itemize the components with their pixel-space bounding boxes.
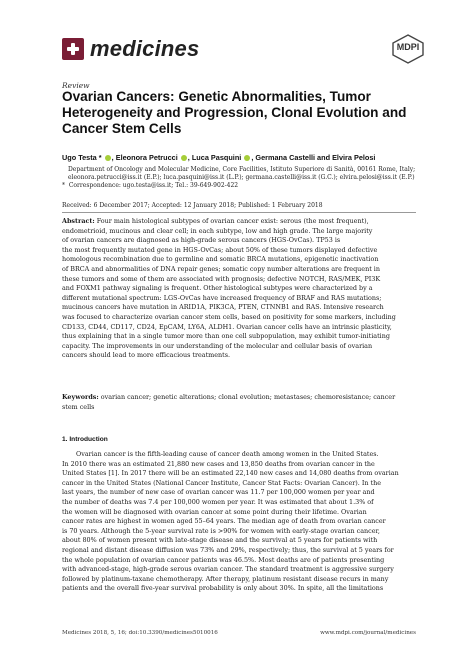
mdpi-logo-icon[interactable]: [391, 34, 425, 64]
body-line: the number of deaths was 7.4 per 100,000 women per year. It was estimated that about 1.3% of: [62, 497, 374, 506]
abstract-line: capacity. The improvements in our understanding of the molecular and cellular basis of ovarian: [62, 341, 373, 350]
abstract: [62, 217, 416, 361]
author-emails[interactable]: eleonora.petrucci@iss.it (E.P.); luca.pasquini@iss.it (L.P.); germana.castelli@iss.it (G.C.); elvira.pelosi@iss.it (E.P.): [68, 174, 415, 182]
publication-dates: Received: 6 December 2017; Accepted: 12 January 2018; Published: 1 February 2018: [62, 202, 323, 209]
keywords-line: Keywords: ovarian cancer; genetic alterations; clonal evolution; metastases; chemoresistance; cancer: [62, 393, 396, 401]
correspondence-line[interactable]: [62, 182, 442, 190]
abstract-line: homologous recombination due to germline and somatic BRCA mutations, epigenetic inactivation: [62, 255, 379, 264]
body-line: followed by platinum-taxane chemotherapy. After therapy, platinum resistant disease recurs in many: [62, 574, 389, 583]
body-line: In 2010 there was an estimated 21,880 new cases and 13,850 deaths from ovarian cancer in the: [62, 459, 375, 468]
author-name[interactable]: Eleonora Petrucci: [115, 153, 178, 162]
affiliation-line: Department of Oncology and Molecular Medicine, Core Facilities, Istituto Superiore di Sanità, 00161 Rome, Italy;: [68, 166, 416, 173]
title-line: Ovarian Cancers: Genetic Abnormalities, Tumor: [62, 89, 371, 104]
body-line: cancer in the United States (National Cancer Institute, Cancer Stat Facts: Ovarian Cancer). In the: [62, 478, 382, 487]
keywords-line: stem cells: [62, 402, 95, 411]
author-name[interactable]: Elvira Pelosi: [332, 153, 376, 162]
body-line: with advanced-stage, high-grade serous ovarian cancer. The standard treatment is aggressive surgery: [62, 565, 394, 574]
author-name[interactable]: Germana Castelli: [255, 153, 316, 162]
body-line: the whole population of ovarian cancer patients was 46.5%. Most deaths are of patients presenting: [62, 555, 385, 564]
journal-header: [62, 28, 422, 72]
abstract-line: was focused to characterize ovarian cancer stem cells, based on positivity for some markers, including: [62, 312, 396, 321]
orcid-icon[interactable]: [181, 155, 187, 161]
body-line: last years, the number of new case of ovarian cancer was 11.7 per 100,000 women per year and: [62, 488, 375, 497]
abstract-label: Abstract:: [62, 217, 95, 225]
title-line: Cancer Stem Cells: [62, 121, 182, 136]
journal-name[interactable]: medicines: [90, 36, 200, 61]
body-line: United States [1]. In 2017 there will be an estimated 22,140 new cases and 14,080 deaths from ovarian: [62, 469, 399, 478]
introduction-text: [62, 450, 416, 594]
journal-logo-icon: [62, 38, 84, 60]
body-line: patients and the overall five-year survival probability is only about 30%. In spite, all the limitations: [62, 584, 384, 593]
body-line: is 70 years. Although the 5-year survival rate is >90% for women with early-stage ovarian cancer,: [62, 526, 380, 535]
citation-info[interactable]: Medicines 2018, 5, 16; doi:10.3390/medicines5010016: [62, 630, 218, 636]
abstract-line: thus explaining that in a single tumor more than one cell subpopulation, may exhibit tumor-initiating: [62, 332, 390, 341]
correspondence-marker: *: [62, 182, 65, 190]
affiliation-block: [62, 166, 442, 191]
section-heading: 1. Introduction: [62, 436, 108, 443]
abstract-line: and FOXM1 pathway signaling is frequent. Other histological subtypes were characterized by a: [62, 284, 373, 293]
abstract-line: cancers should lead to more efficacious treatments.: [62, 351, 231, 360]
author-name[interactable]: Ugo Testa *: [62, 153, 102, 162]
abstract-line: mucinous cancers have mutation in ARID1A, PIK3CA, PTEN, CTNNB1 and RAS. Intensive research: [62, 303, 384, 312]
divider: [62, 212, 416, 213]
author-name[interactable]: Luca Pasquini: [191, 153, 242, 162]
article-type: Review: [62, 81, 90, 90]
body-line: cancer rates are highest in women aged 55–64 years. The median age of death from ovarian cancer: [62, 517, 386, 526]
journal-url-link[interactable]: www.mdpi.com/journal/medicines: [320, 630, 416, 636]
abstract-line: Abstract: Four main histological subtypes of ovarian cancer exist: serous (the most frequent),: [62, 217, 369, 225]
keywords: [62, 393, 416, 412]
body-line: Ovarian cancer is the fifth-leading cause of cancer death among women in the United States.: [76, 450, 379, 458]
abstract-line: these tumors and some of them are associated with prognosis; defective NOTCH, RAS/MEK, PI3K: [62, 274, 381, 283]
orcid-icon[interactable]: [244, 155, 250, 161]
author-list: Ugo Testa * , Eleonora Petrucci , Luca Pasquini , Germana Castelli and Elvira Pelosi: [62, 153, 376, 162]
abstract-line: endometrioid, mucinous and clear cell; in each subtype, low and high grade. The large majority: [62, 226, 373, 235]
orcid-icon[interactable]: [105, 155, 111, 161]
body-line: the women will be diagnosed with ovarian cancer at some point during their lifetime. Ovarian: [62, 507, 367, 516]
body-line: regional and distant disease diffusion was 73% and 29%, respectively; thus, the survival at 5 years for: [62, 545, 394, 554]
mdpi-logo-text: MDPI: [396, 42, 420, 52]
title-line: Heterogeneity and Progression, Clonal Evolution and: [62, 105, 407, 120]
abstract-line: CD133, CD44, CD117, CD24, EpCAM, LY6A, ALDH1. Ovarian cancer cells have an intrinsic plasticity,: [62, 322, 392, 331]
abstract-line: the most frequently mutated gene in HGS-OvCas; about 50% of these tumors displayed defective: [62, 245, 378, 254]
correspondence-text: Correspondence: ugo.testa@iss.it; Tel.: 39-649-902-422: [68, 182, 239, 190]
body-line: about 80% of women present with late-stage disease and the survival at 5 years for patients with: [62, 536, 378, 545]
keywords-label: Keywords:: [62, 393, 99, 401]
abstract-line: of BRCA and abnormalities of DNA repair genes; somatic copy number alterations are frequent in: [62, 264, 380, 273]
article-title: [62, 89, 412, 137]
abstract-line: of ovarian cancers are diagnosed as high-grade serous cancers (HGS-OvCas). TP53 is: [62, 236, 341, 245]
abstract-line: different mutational spectrum: LGS-OvCas have increased frequency of BRAF and RAS mutations;: [62, 293, 382, 302]
